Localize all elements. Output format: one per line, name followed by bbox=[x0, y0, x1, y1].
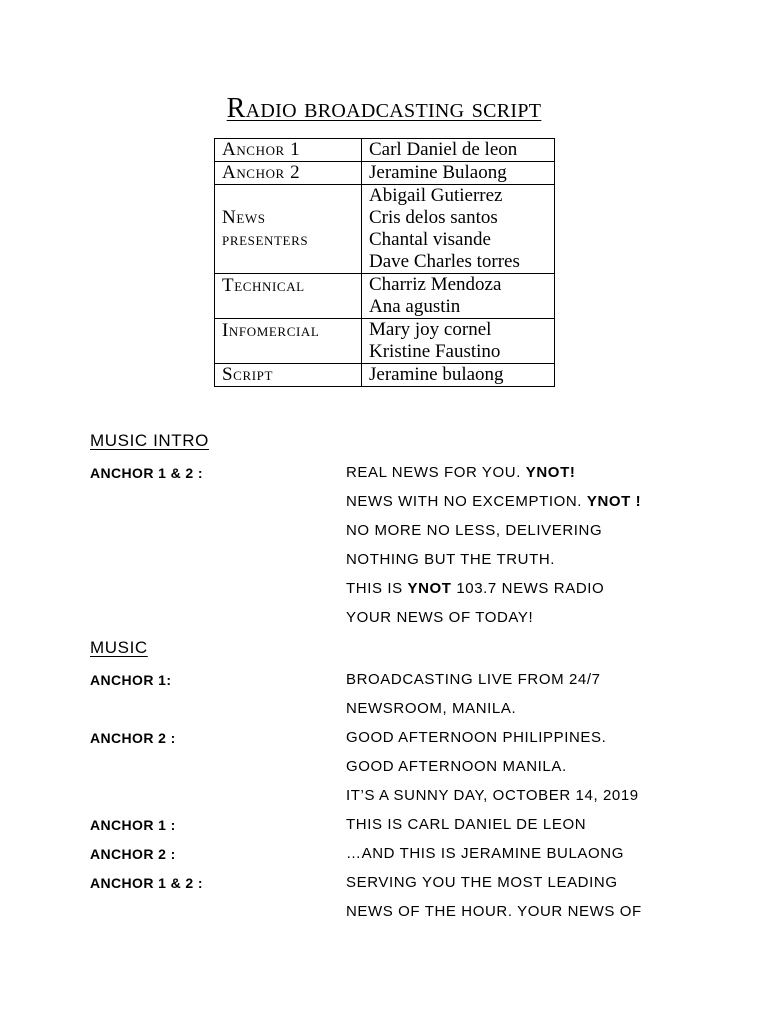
speaker-label: ANCHOR 1 & 2 : bbox=[90, 465, 203, 481]
speaker-label: ANCHOR 1: bbox=[90, 672, 172, 688]
names-cell: Mary joy cornel Kristine Faustino bbox=[362, 319, 555, 364]
dialog-line: YOUR NEWS OF TODAY! bbox=[346, 609, 534, 626]
dialog-line: …AND THIS IS JERAMINE BULAONG bbox=[346, 845, 625, 862]
names-cell: Abigail Gutierrez Cris delos santos Chantal visande Dave Charles torres bbox=[362, 185, 555, 274]
names-cell: Jeramine Bulaong bbox=[362, 162, 555, 185]
dialog-line: NO MORE NO LESS, DELIVERING bbox=[346, 522, 603, 539]
dialog-line: NEWS OF THE HOUR. YOUR NEWS OF bbox=[346, 903, 642, 920]
dialog-line: GOOD AFTERNOON MANILA. bbox=[346, 758, 567, 775]
names-cell: Jeramine bulaong bbox=[362, 364, 555, 387]
table-row bbox=[215, 319, 555, 364]
section-heading-music: MUSIC bbox=[90, 638, 148, 657]
role-cell: Technical bbox=[215, 274, 362, 319]
role-cell: Infomercial bbox=[215, 319, 362, 364]
speaker-label: ANCHOR 2 : bbox=[90, 846, 176, 862]
role-cell: News presenters bbox=[215, 185, 362, 274]
dialog-line: REAL NEWS FOR YOU. YNOT! bbox=[346, 464, 576, 481]
dialog-line: NOTHING BUT THE TRUTH. bbox=[346, 551, 556, 568]
page-title: Radio broadcasting script bbox=[226, 93, 542, 124]
role-cell: Anchor 2 bbox=[215, 162, 362, 185]
table-row bbox=[215, 364, 555, 387]
dialog-line: THIS IS YNOT 103.7 NEWS RADIO bbox=[346, 580, 605, 597]
speaker-label: ANCHOR 1 : bbox=[90, 817, 176, 833]
role-cell: Anchor 1 bbox=[215, 139, 362, 162]
crew-table bbox=[214, 138, 555, 387]
table-row bbox=[215, 139, 555, 162]
role-cell: Script bbox=[215, 364, 362, 387]
speaker-label: ANCHOR 1 & 2 : bbox=[90, 875, 203, 891]
table-row bbox=[215, 274, 555, 319]
dialog-line: BROADCASTING LIVE FROM 24/7 bbox=[346, 671, 601, 688]
section-heading-music-intro: MUSIC INTRO bbox=[90, 431, 209, 450]
names-cell: Carl Daniel de leon bbox=[362, 139, 555, 162]
table-row bbox=[215, 162, 555, 185]
dialog-line: IT’S A SUNNY DAY, OCTOBER 14, 2019 bbox=[346, 787, 639, 804]
dialog-line: THIS IS CARL DANIEL DE LEON bbox=[346, 816, 587, 833]
dialog-line: SERVING YOU THE MOST LEADING bbox=[346, 874, 618, 891]
names-cell: Charriz Mendoza Ana agustin bbox=[362, 274, 555, 319]
dialog-line: NEWSROOM, MANILA. bbox=[346, 700, 517, 717]
dialog-line: GOOD AFTERNOON PHILIPPINES. bbox=[346, 729, 607, 746]
speaker-label: ANCHOR 2 : bbox=[90, 730, 176, 746]
table-row bbox=[215, 185, 555, 274]
dialog-line: NEWS WITH NO EXCEMPTION. YNOT ! bbox=[346, 493, 642, 510]
